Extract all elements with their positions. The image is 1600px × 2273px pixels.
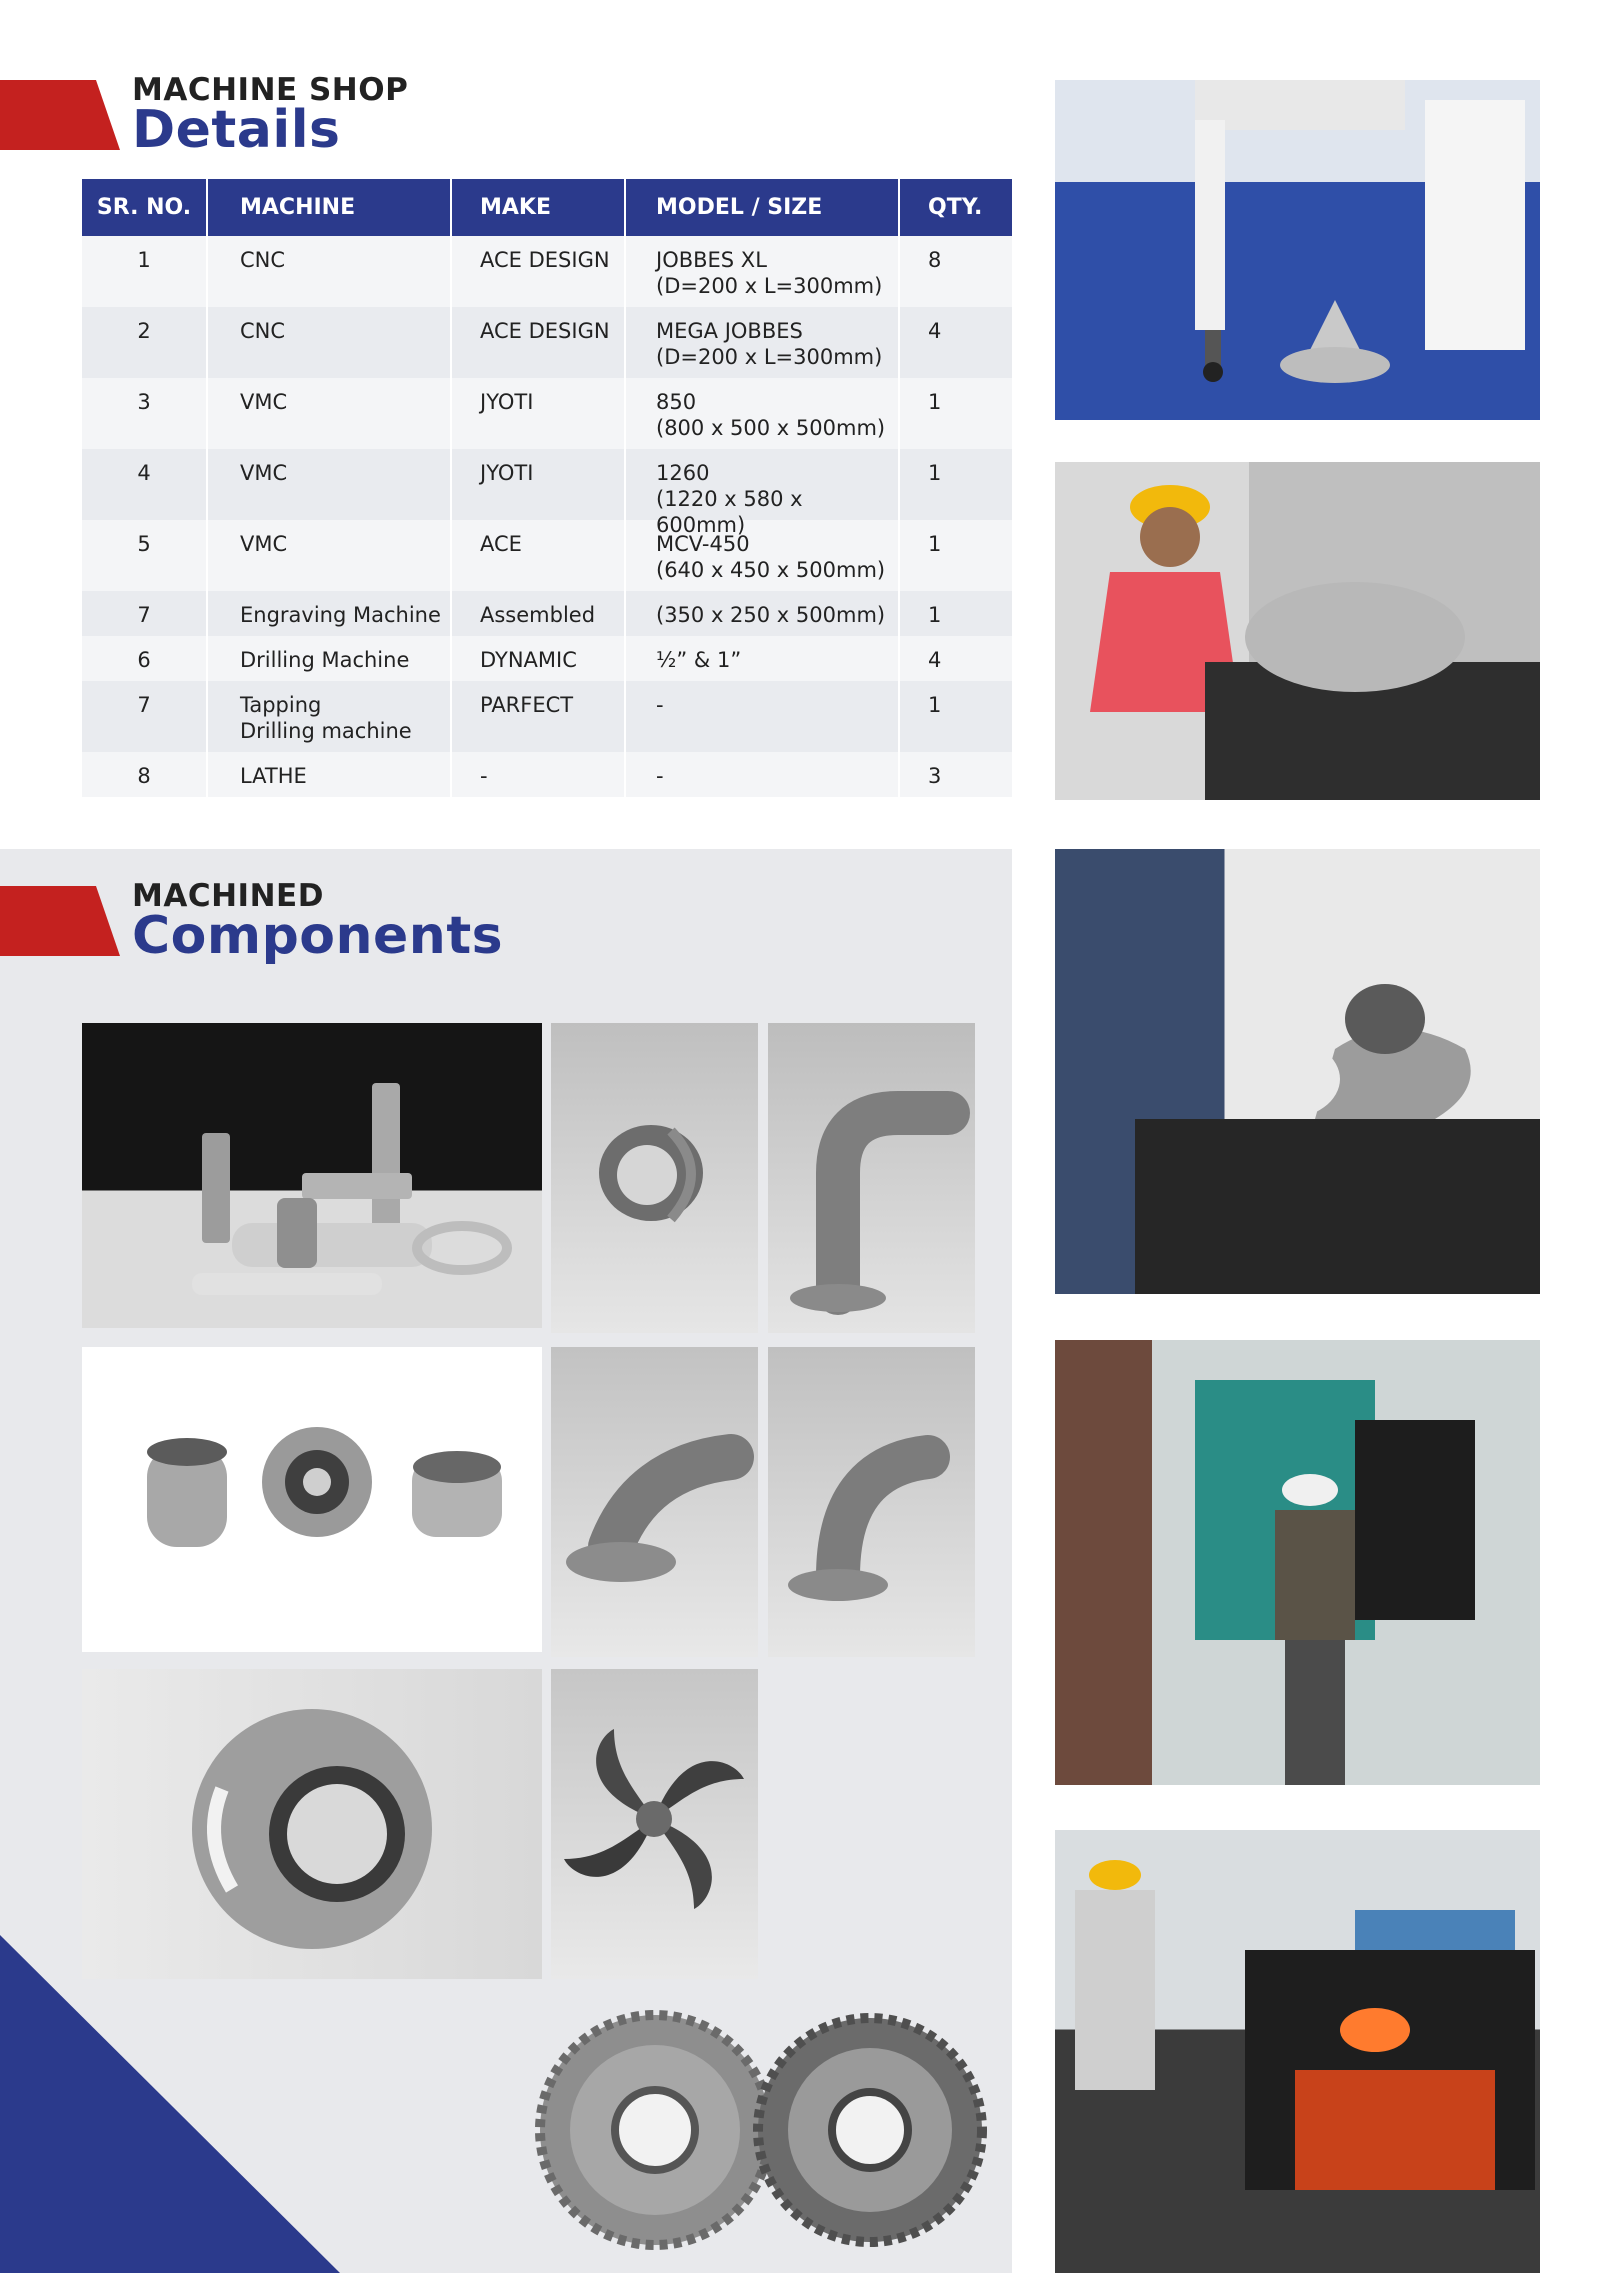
component-photo-bend-3 (768, 1347, 975, 1657)
section-kicker: MACHINE SHOP (132, 72, 409, 108)
cell-model: 1260 (1220 x 580 x 600mm) (626, 449, 900, 520)
cell-make: ACE DESIGN (452, 236, 626, 307)
grooved-ring-illustration (551, 1023, 758, 1333)
gears-illustration (535, 2000, 995, 2265)
bushings-illustration (82, 1347, 542, 1652)
component-photo-bushings (82, 1347, 542, 1652)
photo-worker-inspection (1055, 462, 1540, 800)
table-row (82, 681, 1012, 752)
cell-make: DYNAMIC (452, 636, 626, 681)
impeller-illustration (551, 1669, 758, 1979)
column-header: MAKE (452, 179, 626, 236)
section-kicker: MACHINED (132, 878, 324, 914)
cell-model: MCV-450 (640 x 450 x 500mm) (626, 520, 900, 591)
cell-sr: 1 (82, 236, 208, 307)
component-photo-bend-1 (768, 1023, 975, 1333)
cell-qty: 1 (928, 693, 942, 717)
cell-machine: Tapping Drilling machine (208, 681, 452, 752)
cell-machine: VMC (208, 378, 452, 449)
cell-model: - (626, 681, 900, 752)
table-row (82, 378, 1012, 449)
table-header (82, 179, 1012, 236)
cmm-machine-illustration (1055, 80, 1540, 420)
photo-foundry-pouring (1055, 1830, 1540, 2273)
table-row (82, 449, 1012, 537)
component-photo-ring (551, 1023, 758, 1333)
cell-make: JYOTI (452, 449, 626, 520)
table-row (82, 752, 1012, 797)
cell-machine: CNC (208, 307, 452, 378)
cell-make: PARFECT (452, 681, 626, 752)
cell-machine: CNC (208, 236, 452, 307)
table-row (82, 591, 1012, 636)
column-header: MODEL / SIZE (626, 179, 900, 236)
component-photo-fittings (82, 1023, 542, 1328)
component-photo-impeller (551, 1669, 758, 1979)
cell-model: ½” & 1” (626, 636, 900, 681)
cell-make: ACE (452, 520, 626, 591)
worker-illustration (1055, 462, 1540, 800)
cell-make: Assembled (452, 591, 626, 636)
cell-sr: 7 (82, 591, 208, 636)
cell-qty: 1 (928, 461, 942, 485)
cell-sr: 3 (82, 378, 208, 449)
machine-table (82, 179, 1012, 797)
component-photo-bend-2 (551, 1347, 758, 1657)
photo-hand-finishing (1055, 849, 1540, 1294)
cell-sr: 4 (82, 449, 208, 520)
table-body (82, 236, 1012, 797)
table-row (82, 307, 1012, 378)
cell-qty: 1 (928, 532, 942, 556)
section-accent-tab (0, 80, 120, 150)
cell-machine: Engraving Machine (208, 591, 452, 636)
cell-make: - (452, 752, 626, 797)
table-row (82, 636, 1012, 681)
cell-model: - (626, 752, 900, 797)
section-title: Details (132, 100, 341, 160)
cell-sr: 2 (82, 307, 208, 378)
pipe-bend-illustration (768, 1347, 975, 1657)
pipe-bend-illustration (768, 1023, 975, 1333)
cell-qty: 8 (928, 248, 942, 272)
component-photo-gears (535, 2000, 995, 2265)
cell-sr: 5 (82, 520, 208, 591)
section-title: Components (132, 906, 504, 966)
cell-qty: 1 (928, 390, 942, 414)
photo-cnc-operator (1055, 1340, 1540, 1785)
table-row (82, 520, 1012, 591)
photo-cmm-inspection (1055, 80, 1540, 420)
cell-model: (350 x 250 x 500mm) (626, 591, 900, 636)
cell-make: ACE DESIGN (452, 307, 626, 378)
cell-machine: Drilling Machine (208, 636, 452, 681)
cell-qty: 4 (928, 319, 942, 343)
cell-sr: 8 (82, 752, 208, 797)
pipe-bend-illustration (551, 1347, 758, 1657)
cell-qty: 1 (928, 603, 942, 627)
finishing-illustration (1055, 849, 1540, 1294)
component-photo-ball (82, 1669, 542, 1979)
cell-model: 850 (800 x 500 x 500mm) (626, 378, 900, 449)
cell-machine: LATHE (208, 752, 452, 797)
cell-model: JOBBES XL (D=200 x L=300mm) (626, 236, 900, 307)
column-header: MACHINE (208, 179, 452, 236)
cell-machine: VMC (208, 449, 452, 520)
cell-qty: 3 (928, 764, 942, 788)
cell-model: MEGA JOBBES (D=200 x L=300mm) (626, 307, 900, 378)
cell-sr: 7 (82, 681, 208, 752)
column-header: SR. NO. (82, 179, 208, 236)
cell-sr: 6 (82, 636, 208, 681)
foundry-illustration (1055, 1830, 1540, 2273)
cell-machine: VMC (208, 520, 452, 591)
cell-make: JYOTI (452, 378, 626, 449)
pipe-fittings-illustration (82, 1023, 542, 1328)
table-row (82, 236, 1012, 307)
valve-ball-illustration (82, 1669, 542, 1979)
column-header: QTY. (928, 195, 983, 220)
cell-qty: 4 (928, 648, 942, 672)
cnc-operator-illustration (1055, 1340, 1540, 1785)
